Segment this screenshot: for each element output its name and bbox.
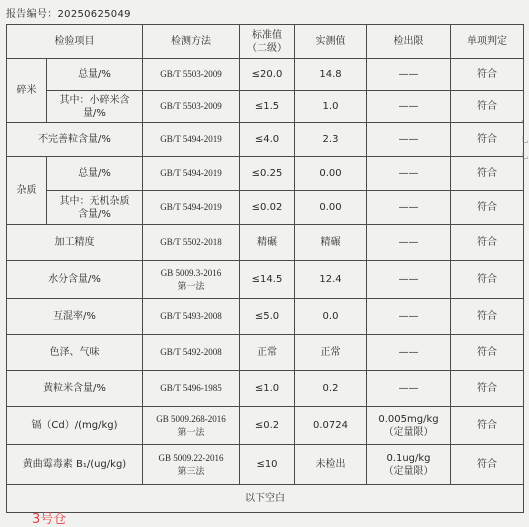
- verdict: 符合: [451, 299, 524, 335]
- method: GB/T 5502-2018: [143, 225, 240, 261]
- footer-row: [7, 485, 524, 513]
- item-name-line2: 量/%: [83, 107, 106, 119]
- detection-limit: ——: [367, 261, 451, 299]
- method: GB/T 5503-2009: [143, 91, 240, 123]
- method-line2: 第一法: [177, 426, 205, 437]
- detection-limit: [367, 445, 451, 485]
- verdict: 符合: [451, 123, 524, 157]
- verdict: 符合: [451, 335, 524, 371]
- method: GB/T 5494-2019: [143, 191, 240, 225]
- measured-value: 2.3: [295, 123, 367, 157]
- measured-value: 0.0: [295, 299, 367, 335]
- verdict: 符合: [451, 445, 524, 485]
- side-marks: [521, 116, 527, 164]
- standard-value: ≤0.25: [240, 157, 295, 191]
- method: [143, 261, 240, 299]
- measured-value: 0.0724: [295, 407, 367, 445]
- header-measured: 实测值: [295, 25, 367, 59]
- method: GB/T 5503-2009: [143, 59, 240, 91]
- method: GB/T 5493-2008: [143, 299, 240, 335]
- standard-value: ≤10: [240, 445, 295, 485]
- item-name: 总量/%: [47, 59, 143, 91]
- table-row: [7, 299, 524, 335]
- side-mark: 乚: [521, 151, 529, 160]
- header-row: [7, 25, 524, 59]
- standard-value: ≤1.5: [240, 91, 295, 123]
- standard-value: ≤5.0: [240, 299, 295, 335]
- item-name: 水分含量/%: [7, 261, 143, 299]
- limit-line2: （定量限）: [383, 465, 434, 477]
- item-name: 黄粒米含量/%: [7, 371, 143, 407]
- report-number: 报告编号：20250625049: [6, 9, 131, 20]
- method: GB/T 5494-2019: [143, 123, 240, 157]
- standard-value: 精碾: [240, 225, 295, 261]
- method: GB/T 5496-1985: [143, 371, 240, 407]
- side-mark: ': [521, 119, 524, 128]
- category-broken-rice: 碎米: [7, 59, 47, 123]
- detection-limit: [367, 407, 451, 445]
- standard-value: ≤0.02: [240, 191, 295, 225]
- detection-limit: ——: [367, 157, 451, 191]
- item-name: 互混率/%: [7, 299, 143, 335]
- detection-limit: ——: [367, 299, 451, 335]
- method: [143, 445, 240, 485]
- verdict: 符合: [451, 59, 524, 91]
- limit-line1: 0.1ug/kg: [386, 452, 431, 464]
- method-line2: 第三法: [177, 465, 205, 476]
- item-name: 加工精度: [7, 225, 143, 261]
- table-row: [7, 59, 524, 91]
- blank-below-note: 以下空白: [7, 485, 524, 513]
- detection-limit: ——: [367, 191, 451, 225]
- inspection-table: [6, 24, 524, 513]
- table-row: [7, 123, 524, 157]
- verdict: 符合: [451, 157, 524, 191]
- item-name: 总量/%: [47, 157, 143, 191]
- standard-value: ≤20.0: [240, 59, 295, 91]
- measured-value: 12.4: [295, 261, 367, 299]
- header-standard: [240, 25, 295, 59]
- warehouse-label: 3号仓: [32, 512, 67, 527]
- table-row: [7, 445, 524, 485]
- header-method: 检测方法: [143, 25, 240, 59]
- method: GB/T 5492-2008: [143, 335, 240, 371]
- item-name: 不完善粒含量/%: [7, 123, 143, 157]
- measured-value: 0.00: [295, 191, 367, 225]
- method: GB/T 5494-2019: [143, 157, 240, 191]
- standard-value: ≤1.0: [240, 371, 295, 407]
- item-name: 色泽、气味: [7, 335, 143, 371]
- table-row: [7, 371, 524, 407]
- side-mark: 乚: [521, 135, 529, 144]
- category-impurity: 杂质: [7, 157, 47, 225]
- header-standard-line1: 标准值: [252, 29, 282, 41]
- table-row: [7, 261, 524, 299]
- standard-value: ≤14.5: [240, 261, 295, 299]
- standard-value: ≤0.2: [240, 407, 295, 445]
- measured-value: 0.00: [295, 157, 367, 191]
- table-row: [7, 157, 524, 191]
- table-row: [7, 91, 524, 123]
- header-item: 检验项目: [7, 25, 143, 59]
- detection-limit: ——: [367, 225, 451, 261]
- header-standard-line2: （二级）: [247, 42, 287, 54]
- table-row: [7, 225, 524, 261]
- item-name: [47, 91, 143, 123]
- table-row: [7, 407, 524, 445]
- verdict: 符合: [451, 91, 524, 123]
- detection-limit: ——: [367, 91, 451, 123]
- measured-value: 未检出: [295, 445, 367, 485]
- detection-limit: ——: [367, 371, 451, 407]
- item-name-line1: 其中：小碎米含: [59, 94, 130, 106]
- measured-value: 0.2: [295, 371, 367, 407]
- method: [143, 407, 240, 445]
- item-name: 黄曲霉毒素 B₁/(ug/kg): [7, 445, 143, 485]
- header-verdict: 单项判定: [451, 25, 524, 59]
- measured-value: 正常: [295, 335, 367, 371]
- detection-limit: ——: [367, 335, 451, 371]
- verdict: 符合: [451, 225, 524, 261]
- verdict: 符合: [451, 261, 524, 299]
- measured-value: 1.0: [295, 91, 367, 123]
- detection-limit: ——: [367, 123, 451, 157]
- item-name-line2: 含量/%: [78, 208, 111, 220]
- limit-line1: 0.005mg/kg: [378, 413, 439, 425]
- method-line1: GB 5009.22-2016: [158, 452, 224, 463]
- measured-value: 14.8: [295, 59, 367, 91]
- standard-value: ≤4.0: [240, 123, 295, 157]
- header-limit: 检出限: [367, 25, 451, 59]
- standard-value: 正常: [240, 335, 295, 371]
- limit-line2: （定量限）: [383, 426, 434, 438]
- item-name-line1: 其中：无机杂质: [59, 195, 130, 207]
- item-name: [47, 191, 143, 225]
- verdict: 符合: [451, 371, 524, 407]
- table-row: [7, 335, 524, 371]
- item-name: 镉（Cd）/(mg/kg): [7, 407, 143, 445]
- verdict: 符合: [451, 407, 524, 445]
- method-line1: GB 5009.268-2016: [156, 413, 226, 424]
- measured-value: 精碾: [295, 225, 367, 261]
- method-line1: GB 5009.3-2016: [160, 267, 222, 278]
- method-line2: 第一法: [177, 280, 205, 291]
- verdict: 符合: [451, 191, 524, 225]
- table-row: [7, 191, 524, 225]
- detection-limit: ——: [367, 59, 451, 91]
